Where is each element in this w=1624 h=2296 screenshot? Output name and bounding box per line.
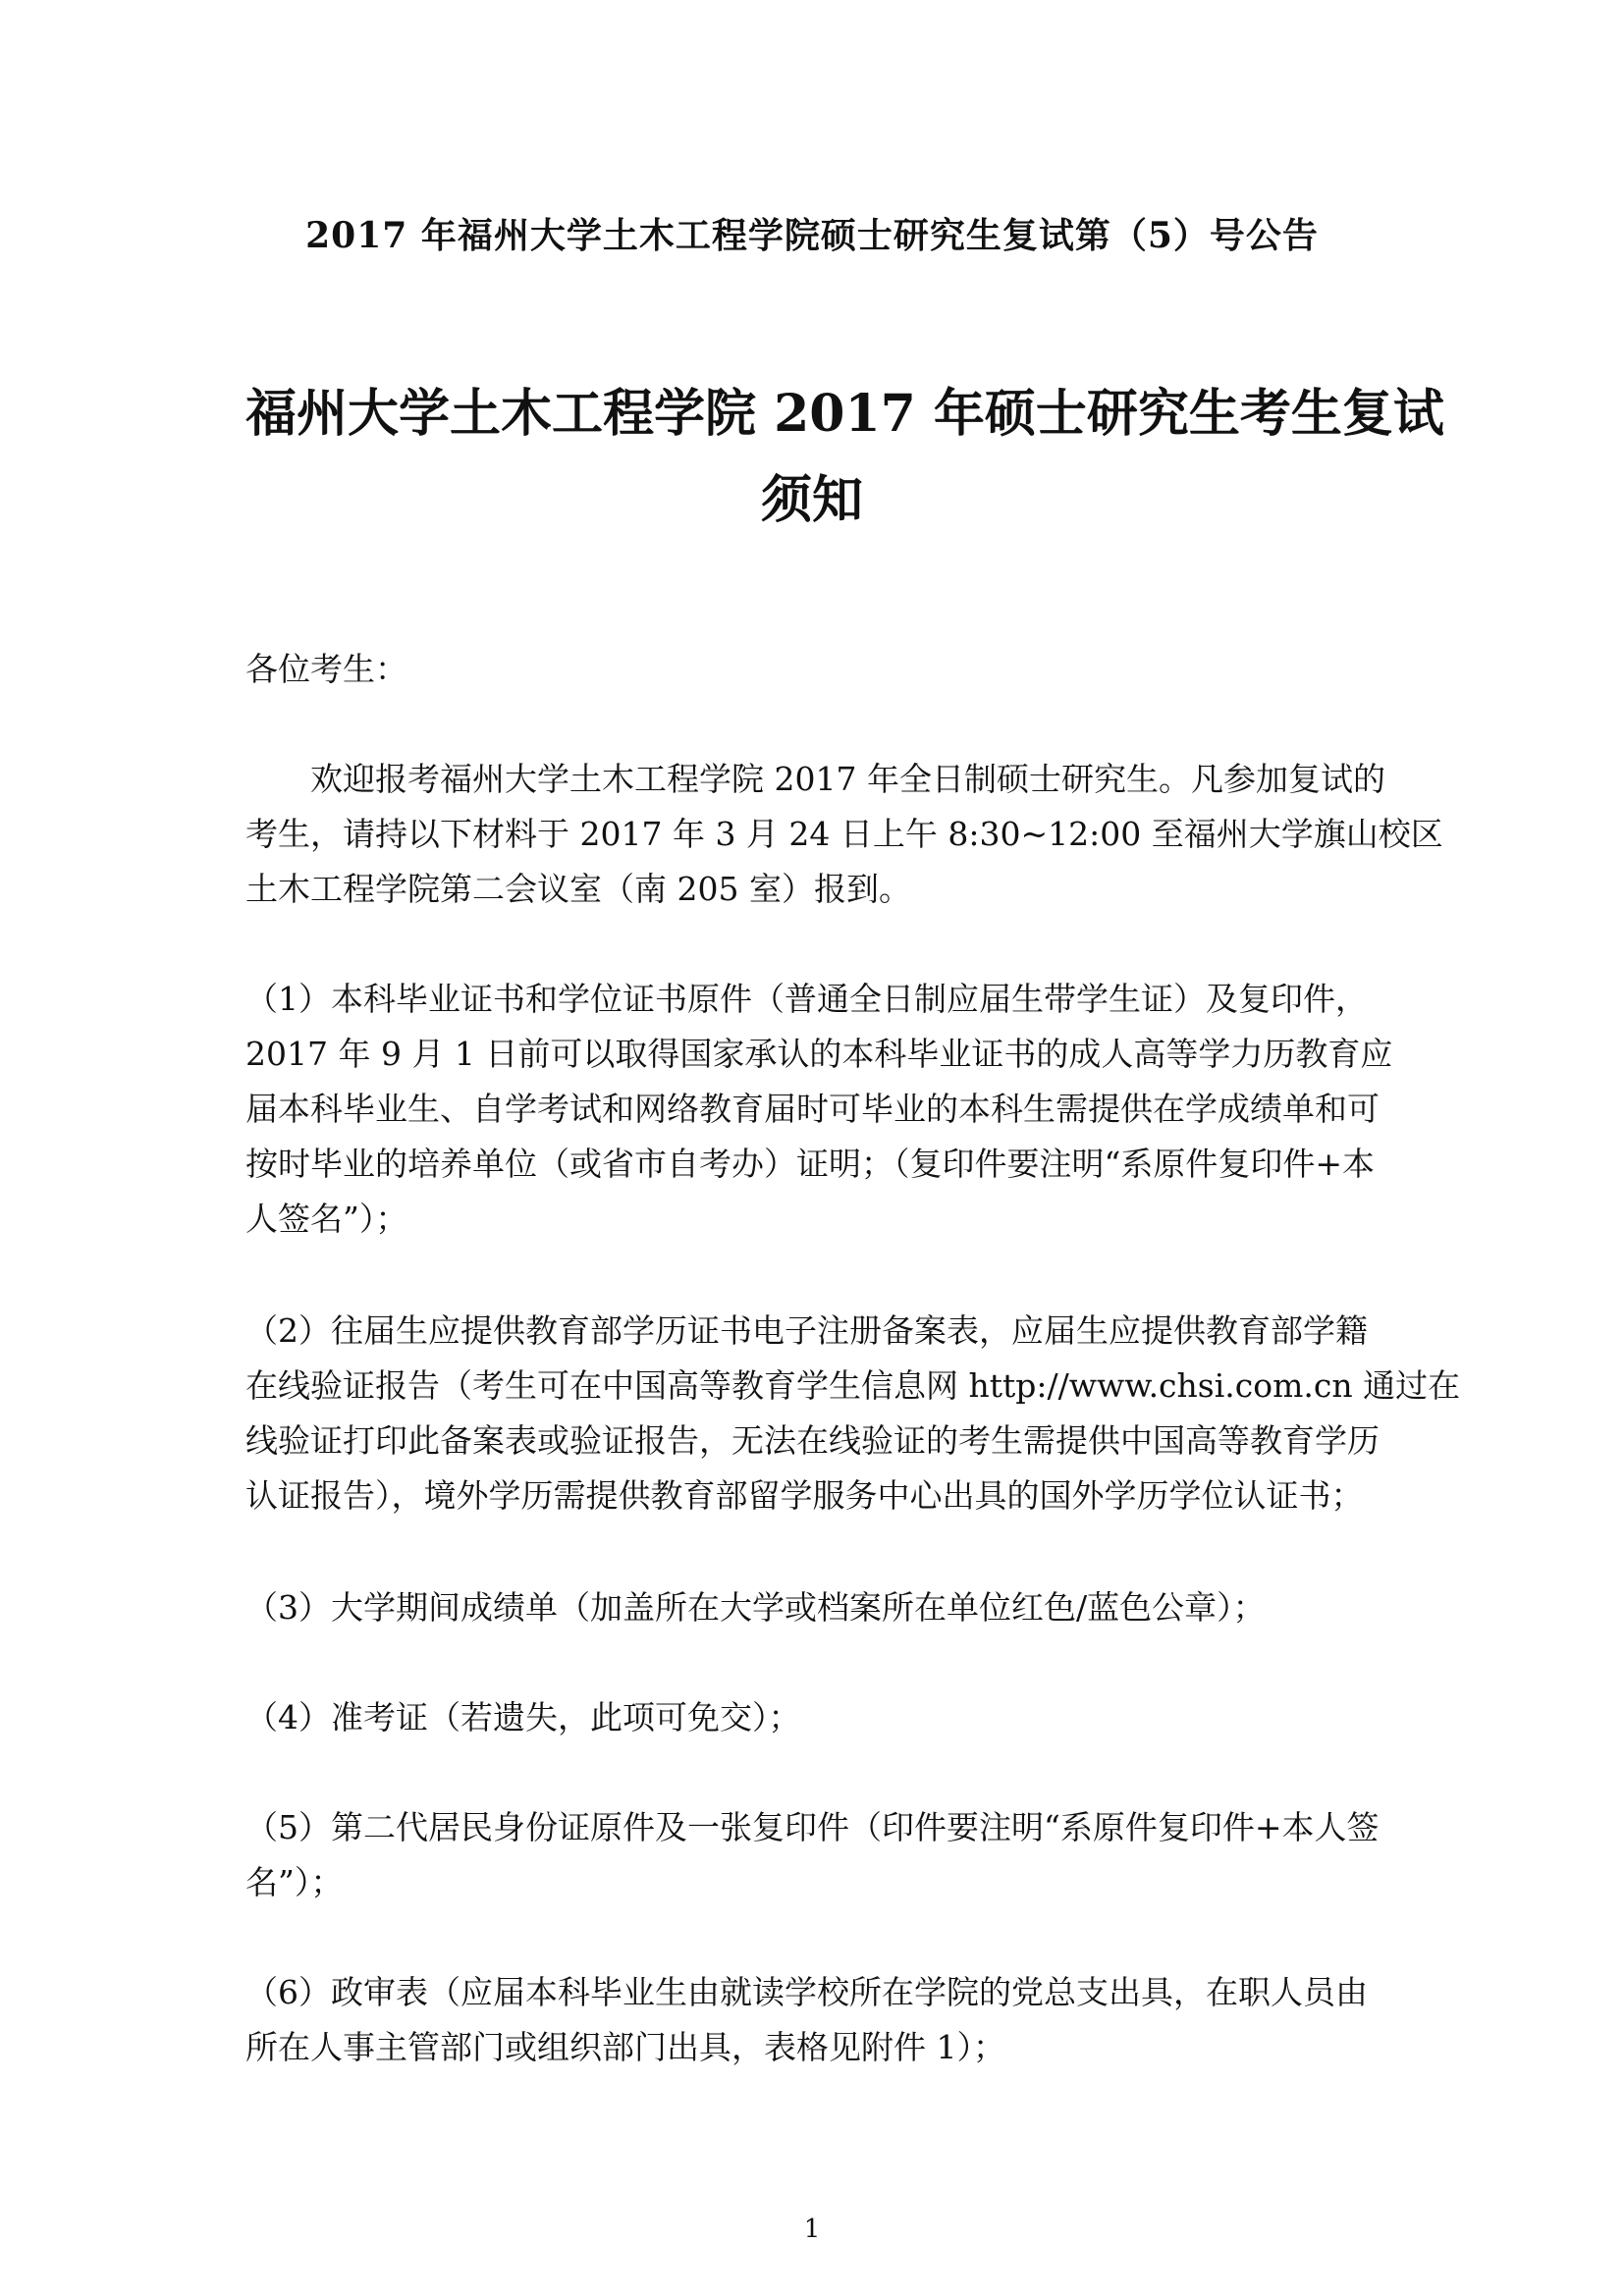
paragraph-line: （5）第二代居民身份证原件及一张复印件（印件要注明“系原件复印件+本人签 — [245, 1808, 1380, 1846]
paragraph-line: 按时毕业的培养单位（或省市自考办）证明；（复印件要注明“系原件复印件+本 — [245, 1145, 1376, 1183]
paragraph-line: 人签名”）； — [245, 1200, 408, 1238]
requirement-item-3 — [245, 1580, 1389, 1635]
paragraph-line: 认证报告），境外学历需提供教育部留学服务中心出具的国外学历学位认证书； — [245, 1476, 1364, 1515]
paragraph-line: 所在人事主管部门或组织部门出具，表格见附件 1）； — [245, 2028, 1005, 2066]
paragraph-line: 届本科毕业生、自学考试和网络教育届时可毕业的本科生需提供在学成绩单和可 — [245, 1090, 1380, 1128]
requirement-item-1 — [245, 972, 1393, 1247]
paragraph-line: （6）政审表（应届本科毕业生由就读学校所在学院的党总支出具，在职人员由 — [245, 1973, 1368, 2011]
paragraph-line: 土木工程学院第二会议室（南 205 室）报到。 — [245, 870, 911, 908]
main-title — [245, 371, 1444, 544]
paragraph-line: （4）准考证（若遗失，此项可免交）； — [245, 1698, 801, 1736]
requirement-item-6 — [245, 1965, 1389, 2075]
paragraph-line: （3）大学期间成绩单（加盖所在大学或档案所在单位红色/蓝色公章）； — [245, 1588, 1266, 1627]
paragraph-line: （1）本科毕业证书和学位证书原件（普通全日制应届生带学生证）及复印件， — [245, 980, 1368, 1018]
paragraph-line: （2）往届生应提供教育部学历证书电子注册备案表，应届生应提供教育部学籍 — [245, 1311, 1368, 1350]
main-title-line: 须知 — [760, 470, 863, 530]
paragraph-line: 线验证打印此备案表或验证报告，无法在线验证的考生需提供中国高等教育学历 — [245, 1421, 1380, 1460]
requirement-item-5 — [245, 1800, 1389, 1910]
paragraph-line: 名”）； — [245, 1863, 344, 1901]
paragraph-line: 考生，请持以下材料于 2017 年 3 月 24 日上午 8:30~12:00 至福州大学旗山校区 — [245, 815, 1443, 853]
requirement-item-4 — [245, 1690, 1389, 1745]
requirement-item-2 — [245, 1304, 1461, 1523]
notice-title: 2017 年福州大学土木工程学院硕士研究生复试第（5）号公告 — [305, 215, 1319, 256]
page-number: 1 — [803, 2215, 821, 2244]
paragraph-line: 2017 年 9 月 1 日前可以取得国家承认的本科毕业证书的成人高等学力历教育应 — [245, 1035, 1393, 1073]
salutation: 各位考生： — [245, 650, 407, 688]
paragraph-line: 欢迎报考福州大学土木工程学院 2017 年全日制硕士研究生。凡参加复试的 — [310, 760, 1385, 798]
paragraph-line: 在线验证报告（考生可在中国高等教育学生信息网 http://www.chsi.com.cn 通过在 — [245, 1366, 1461, 1405]
intro-paragraph — [245, 752, 1443, 917]
main-title-line: 福州大学土木工程学院 2017 年硕士研究生考生复试 — [245, 384, 1444, 444]
